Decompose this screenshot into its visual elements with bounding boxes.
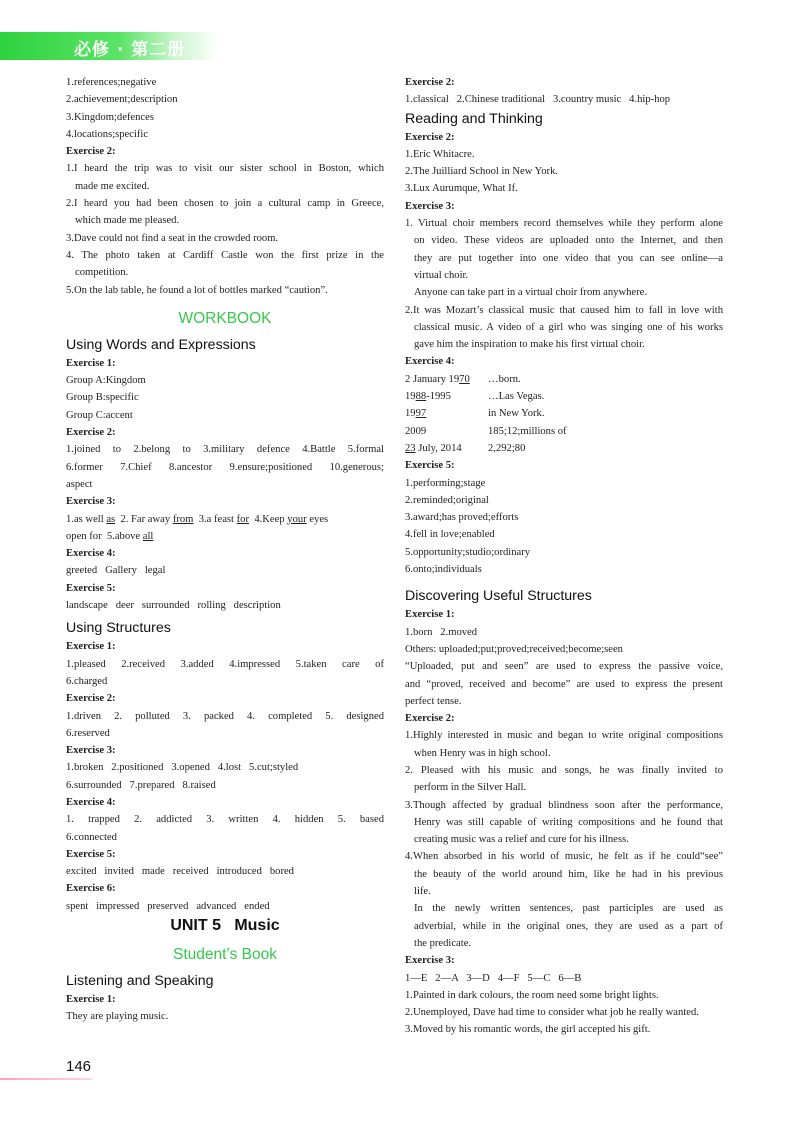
answer-line: 1.broken 2.positioned 3.opened 4.lost 5.cut;styled bbox=[66, 762, 299, 774]
exercise-label: Exercise 2: bbox=[66, 427, 116, 439]
unit-title: UNIT 5 Music bbox=[170, 917, 280, 935]
answer-line: 4.locations;specific bbox=[66, 128, 149, 140]
answer-line: 3.Moved by his romantic words, the girl accepted his gift. bbox=[405, 1024, 651, 1036]
answer-line: 1.born 2.moved bbox=[405, 626, 478, 638]
answer-line: 2.The Juilliard School in New York. bbox=[405, 166, 559, 178]
exercise-label: Exercise 5: bbox=[66, 848, 116, 860]
answer-line: perfect tense. bbox=[405, 695, 462, 707]
answer-text: 4.Keep bbox=[249, 513, 288, 525]
answer-line: 2.It was Mozart’s classical music that caused him to fall in love with bbox=[405, 304, 723, 316]
timeline-event: in New York. bbox=[488, 408, 545, 420]
exercise-label: Exercise 5: bbox=[405, 460, 455, 472]
exercise-label: Exercise 2: bbox=[66, 146, 116, 158]
answer-line: 1.references;negative bbox=[66, 77, 157, 88]
answer-line: Group B:specific bbox=[66, 392, 139, 404]
answer-line: which made me pleased. bbox=[75, 215, 180, 227]
answer-line: 6.charged bbox=[66, 675, 108, 687]
page-number: 146 bbox=[66, 1058, 92, 1075]
answer-line: 3.Kingdom;defences bbox=[66, 111, 154, 123]
answer-line: life. bbox=[414, 886, 431, 898]
answer-line: they are put together into one video that you can see online—a bbox=[414, 252, 723, 264]
exercise-label: Exercise 4: bbox=[66, 548, 116, 560]
answer-line: virtual choir. bbox=[414, 269, 469, 281]
answer-line: 1.driven 2. polluted 3. packed 4. completed 5. designed bbox=[66, 710, 384, 722]
section-heading: Reading and Thinking bbox=[405, 110, 543, 127]
exercise-label: Exercise 4: bbox=[405, 356, 455, 368]
answer-line: 1.performing;stage bbox=[405, 477, 486, 489]
answer-line: They are playing music. bbox=[66, 1011, 169, 1023]
section-heading: Using Structures bbox=[66, 620, 171, 637]
timeline-row bbox=[405, 440, 723, 457]
answer-line: 1.classical 2.Chinese traditional 3.country music 4.hip-hop bbox=[405, 94, 671, 106]
answer-line bbox=[66, 511, 384, 528]
timeline-row bbox=[405, 371, 723, 388]
timeline-event: …born. bbox=[488, 373, 521, 385]
exercise-label: Exercise 1: bbox=[66, 641, 116, 653]
answer-line: greeted Gallery legal bbox=[66, 565, 166, 577]
underlined-word: all bbox=[142, 530, 154, 542]
underlined-digits: 23 bbox=[405, 442, 416, 454]
header-title: 必修 · 第二册 bbox=[74, 40, 186, 60]
answer-line: 1.I heard the trip was to visit our sister school in Boston, which bbox=[66, 163, 384, 175]
exercise-label: Exercise 1: bbox=[66, 994, 116, 1006]
answer-line: 4. The photo taken at Cardiff Castle won the first prize in the bbox=[66, 249, 384, 261]
answer-line: on video. These videos are uploaded onto the Internet, and then bbox=[414, 235, 723, 247]
timeline-event: 2,292;80 bbox=[488, 442, 526, 454]
answer-line: 2. Pleased with his music and songs, he was finally invited to bbox=[405, 764, 723, 776]
answer-text: 2. Far away bbox=[115, 513, 173, 525]
answer-line: 3.Dave could not find a seat in the crowded room. bbox=[66, 232, 279, 244]
answer-line: Group A:Kingdom bbox=[66, 375, 146, 387]
answer-line: competition. bbox=[75, 267, 129, 279]
page-number-underline bbox=[0, 1078, 92, 1080]
exercise-label: Exercise 3: bbox=[66, 496, 116, 508]
answer-line: gave him the inspiration to make his first virtual choir. bbox=[414, 339, 645, 351]
answer-line: 1.Painted in dark colours, the room need some bright lights. bbox=[405, 989, 659, 1001]
answer-line: Group C:accent bbox=[66, 409, 133, 421]
answer-line: 6.connected bbox=[66, 831, 117, 843]
answer-line: 4.When absorbed in his world of music, he felt as if he could“see” bbox=[405, 851, 723, 863]
answer-line: 5.opportunity;studio;ordinary bbox=[405, 546, 531, 558]
answer-line: 3.Lux Aurumque, What If. bbox=[405, 183, 518, 195]
answer-line: 1—E 2—A 3—D 4—F 5—C 6—B bbox=[405, 972, 582, 984]
answer-line: 1.joined to 2.belong to 3.military defence 4.Battle 5.formal bbox=[66, 444, 384, 456]
exercise-label: Exercise 2: bbox=[405, 131, 455, 143]
answer-line: spent impressed preserved advanced ended bbox=[66, 900, 270, 912]
timeline-date: 19 bbox=[405, 391, 416, 403]
answer-line: 6.former 7.Chief 8.ancestor 9.ensure;positioned 10.generous; bbox=[66, 461, 384, 473]
answer-line: 4.fell in love;enabled bbox=[405, 529, 495, 541]
workbook-heading: WORKBOOK bbox=[178, 309, 272, 327]
answer-line: “Uploaded, put and seen” are used to express the passive voice, bbox=[405, 661, 723, 673]
timeline-date: 2009 bbox=[405, 425, 427, 437]
timeline-row bbox=[405, 388, 723, 405]
answer-line: and “proved, received and become” are used to express the present bbox=[405, 678, 723, 690]
answer-line: made me excited. bbox=[75, 180, 150, 192]
answer-line: 3.award;has proved;efforts bbox=[405, 512, 519, 524]
answer-line: 6.onto;individuals bbox=[405, 564, 482, 576]
answer-line: 2.reminded;original bbox=[405, 494, 489, 506]
exercise-label: Exercise 3: bbox=[405, 200, 455, 212]
answer-line: 1. trapped 2. addicted 3. written 4. hidden 5. based bbox=[66, 814, 384, 826]
answer-line: landscape deer surrounded rolling description bbox=[66, 600, 281, 612]
answer-line: aspect bbox=[66, 478, 93, 490]
right-column bbox=[405, 74, 723, 1039]
exercise-label: Exercise 1: bbox=[66, 357, 116, 369]
timeline-event: 185;12;millions of bbox=[488, 425, 567, 437]
exercise-label: Exercise 6: bbox=[66, 883, 116, 895]
answer-text: eyes bbox=[306, 513, 329, 525]
students-book-heading: Student’s Book bbox=[173, 946, 277, 964]
section-heading: Discovering Useful Structures bbox=[405, 588, 592, 605]
answer-line: 2.Unemployed, Dave had time to consider what job he really wanted. bbox=[405, 1007, 699, 1019]
exercise-label: Exercise 2: bbox=[405, 77, 455, 88]
answer-line: 1.Highly interested in music and began to write original compositions bbox=[405, 730, 723, 742]
timeline-date: July, 2014 bbox=[415, 442, 462, 454]
exercise-label: Exercise 4: bbox=[66, 796, 116, 808]
timeline-row bbox=[405, 423, 723, 440]
timeline-date: -1995 bbox=[426, 391, 451, 403]
answer-line: when Henry was in high school. bbox=[414, 747, 551, 759]
exercise-label: Exercise 2: bbox=[405, 713, 455, 725]
answer-text: 3.a feast bbox=[193, 513, 237, 525]
header-banner bbox=[0, 32, 218, 60]
underlined-word: from bbox=[172, 513, 194, 525]
exercise-label: Exercise 1: bbox=[405, 609, 455, 621]
answer-line: perform in the Silver Hall. bbox=[414, 782, 527, 794]
answer-line: 5.On the lab table, he found a lot of bottles marked “caution”. bbox=[66, 284, 328, 296]
answer-line: creating music was a relief and cure for his illness. bbox=[414, 834, 629, 846]
underlined-digits: 70 bbox=[459, 373, 470, 385]
answer-line: In the newly written sentences, past participles are used as bbox=[414, 903, 723, 915]
exercise-label: Exercise 2: bbox=[66, 693, 116, 705]
answer-line: Henry was still capable of writing compositions and he found that bbox=[414, 816, 723, 828]
timeline-row bbox=[405, 405, 723, 422]
underlined-word: for bbox=[236, 513, 250, 525]
section-heading: Using Words and Expressions bbox=[66, 336, 256, 353]
answer-line: 3.Though affected by gradual blindness soon after the performance, bbox=[405, 799, 723, 811]
section-heading: Listening and Speaking bbox=[66, 973, 214, 990]
exercise-label: Exercise 3: bbox=[405, 955, 455, 967]
underlined-digits: 97 bbox=[415, 408, 427, 420]
answer-line: excited invited made received introduced bored bbox=[66, 866, 294, 878]
underlined-word: as bbox=[106, 513, 116, 525]
answer-line: the beauty of the world around him, like he had in his previous bbox=[414, 868, 723, 880]
answer-line: Anyone can take part in a virtual choir from anywhere. bbox=[414, 287, 647, 299]
answer-text: 1.as well bbox=[66, 513, 107, 525]
underlined-word: your bbox=[287, 513, 307, 525]
timeline-event: …Las Vegas. bbox=[488, 391, 545, 403]
answer-line: 1.Eric Whitacre. bbox=[405, 148, 475, 160]
answer-line: 1.pleased 2.received 3.added 4.impressed 5.taken care of bbox=[66, 658, 384, 670]
answer-line: classical music. A video of a girl who was singing one of his works bbox=[414, 321, 723, 333]
answer-line: 6.surrounded 7.prepared 8.raised bbox=[66, 779, 216, 791]
answer-line: 2.achievement;description bbox=[66, 94, 178, 106]
answer-line: Others: uploaded;put;proved;received;become;seen bbox=[405, 643, 623, 655]
answer-text: open for 5.above bbox=[66, 530, 143, 542]
exercise-label: Exercise 3: bbox=[66, 745, 116, 757]
answer-line: 6.reserved bbox=[66, 727, 110, 739]
answer-line: 2.I heard you had been chosen to join a cultural camp in Greece, bbox=[66, 198, 384, 210]
answer-line: adverbial, while in the original ones, they are used as a part of bbox=[414, 920, 723, 932]
exercise-label: Exercise 5: bbox=[66, 582, 116, 594]
answer-line: the predicate. bbox=[414, 937, 472, 949]
left-column bbox=[66, 74, 384, 1026]
timeline-date: 19 bbox=[405, 408, 416, 420]
timeline-date: 2 January 19 bbox=[405, 373, 460, 385]
answer-line: 1. Virtual choir members record themselves while they perform alone bbox=[405, 218, 723, 230]
underlined-digits: 88 bbox=[415, 391, 427, 403]
answer-line bbox=[66, 528, 384, 545]
